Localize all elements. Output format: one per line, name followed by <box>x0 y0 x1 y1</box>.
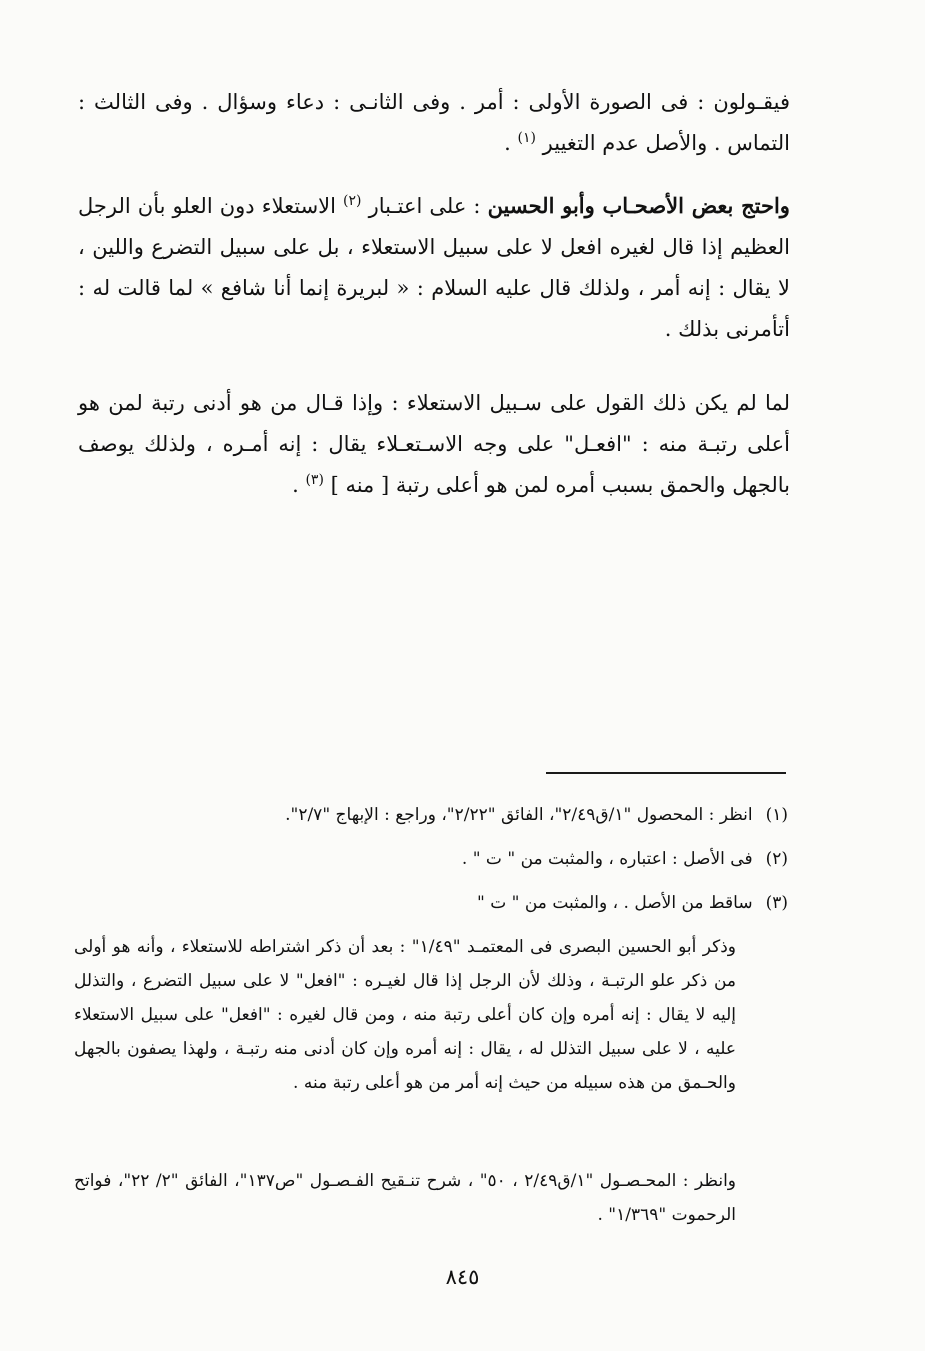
paragraph-2-bold: واحتج بعض الأصحـاب وأبو الحسين <box>487 193 790 218</box>
footnote-3-continuation-2: وانظر : المحـصـول "١/ق٢/٤٩ ، ٥٠" ، شرح تنـقيح الفـصـول "ص١٣٧"، الفائق "٢/ ٢٢"، فواتح الرحموت "١/٣٦٩" . <box>74 1171 737 1225</box>
paragraph-1 <box>78 82 790 164</box>
paragraph-2-text-b: الاستعلاء دون العلو بأن الرجل العظيم إذا قال لغيره افعل لا على سبيل الاستعلاء ، بل على سبيل التضرع واللين ، لا يقال : إنه أمر ، ولذلك قال عليه السلام : « لبريرة إنما أنا شافع » لما قالت له : أتأمرنى بذلك . <box>78 194 790 341</box>
page-number: ٨٤٥ <box>445 1265 480 1289</box>
footnote-3-number: (٣) <box>765 893 788 913</box>
footnote-1-text: انظر : المحصول "١/ق٢/٤٩"، الفائق "٢/٢٢"، وراجع : الإبهاج "٢/٧". <box>285 805 753 825</box>
footnote-3-text: ساقط من الأصل . ، والمثبت من " ت " <box>477 893 753 913</box>
footnote-ref-2[interactable]: (٢) <box>343 193 362 209</box>
footnote-ref-3[interactable]: (٣) <box>305 472 324 488</box>
footnote-2-text: فى الأصل : اعتباره ، والمثبت من " ت " . <box>461 849 753 869</box>
paragraph-3 <box>78 383 790 506</box>
paragraph-2 <box>78 185 790 350</box>
footnote-separator <box>546 772 786 774</box>
paragraph-1-text: فيقـولون : فى الصورة الأولى : أمر . وفى الثانـى : دعاء وسؤال . وفى الثالث : التماس . والأصل عدم التغيير <box>78 90 790 155</box>
paragraph-2-text-a: : على اعتـبار <box>368 194 481 218</box>
footnote-2 <box>78 842 788 876</box>
paragraph-1-end: . <box>504 131 511 155</box>
footnote-1 <box>78 798 788 832</box>
footnote-3 <box>78 886 788 920</box>
footnote-2-number: (٢) <box>765 849 788 869</box>
paragraph-3-text: لما لم يكن ذلك القول على سـبيل الاستعلاء : وإذا قـال من هو أدنى رتبة لمن هو أعلى رتبـة منه : "افعـل" على وجه الاسـتعـلاء يقال : إنه أمـره ، ولذلك يوصف بالجهل والحمق بسبب أمره لمن هو أعلى رتبة [ منه ] <box>78 391 790 497</box>
footnote-1-number: (١) <box>765 805 788 825</box>
footnote-ref-1[interactable]: (١) <box>517 130 536 146</box>
paragraph-3-end: . <box>292 473 299 497</box>
footnote-3-continuation-1: وذكر أبو الحسين البصرى فى المعتمـد "١/٤٩" : بعد أن ذكر اشتراطه للاستعلاء ، وأنه هو أولى من ذكر علو الرتبـة ، وذلك لأن الرجل إذا قال لغيـره : "افعل" لا على سبيل التضرع ، والتذلل إليه لا يقال : إنه أمره وإن كان أعلى رتبة منه ، ومن قال لغيره : "افعل" على سبيل الاستعلاء عليه ، لا على سبيل التذلل له ، يقال : إنه أمره وإن كان أدنى منه رتبـة ، ولهذا يصفون بالجهل والحـمق من هذه سبيله من حيث إنه أمر من هو أعلى رتبة منه . <box>74 937 736 1093</box>
